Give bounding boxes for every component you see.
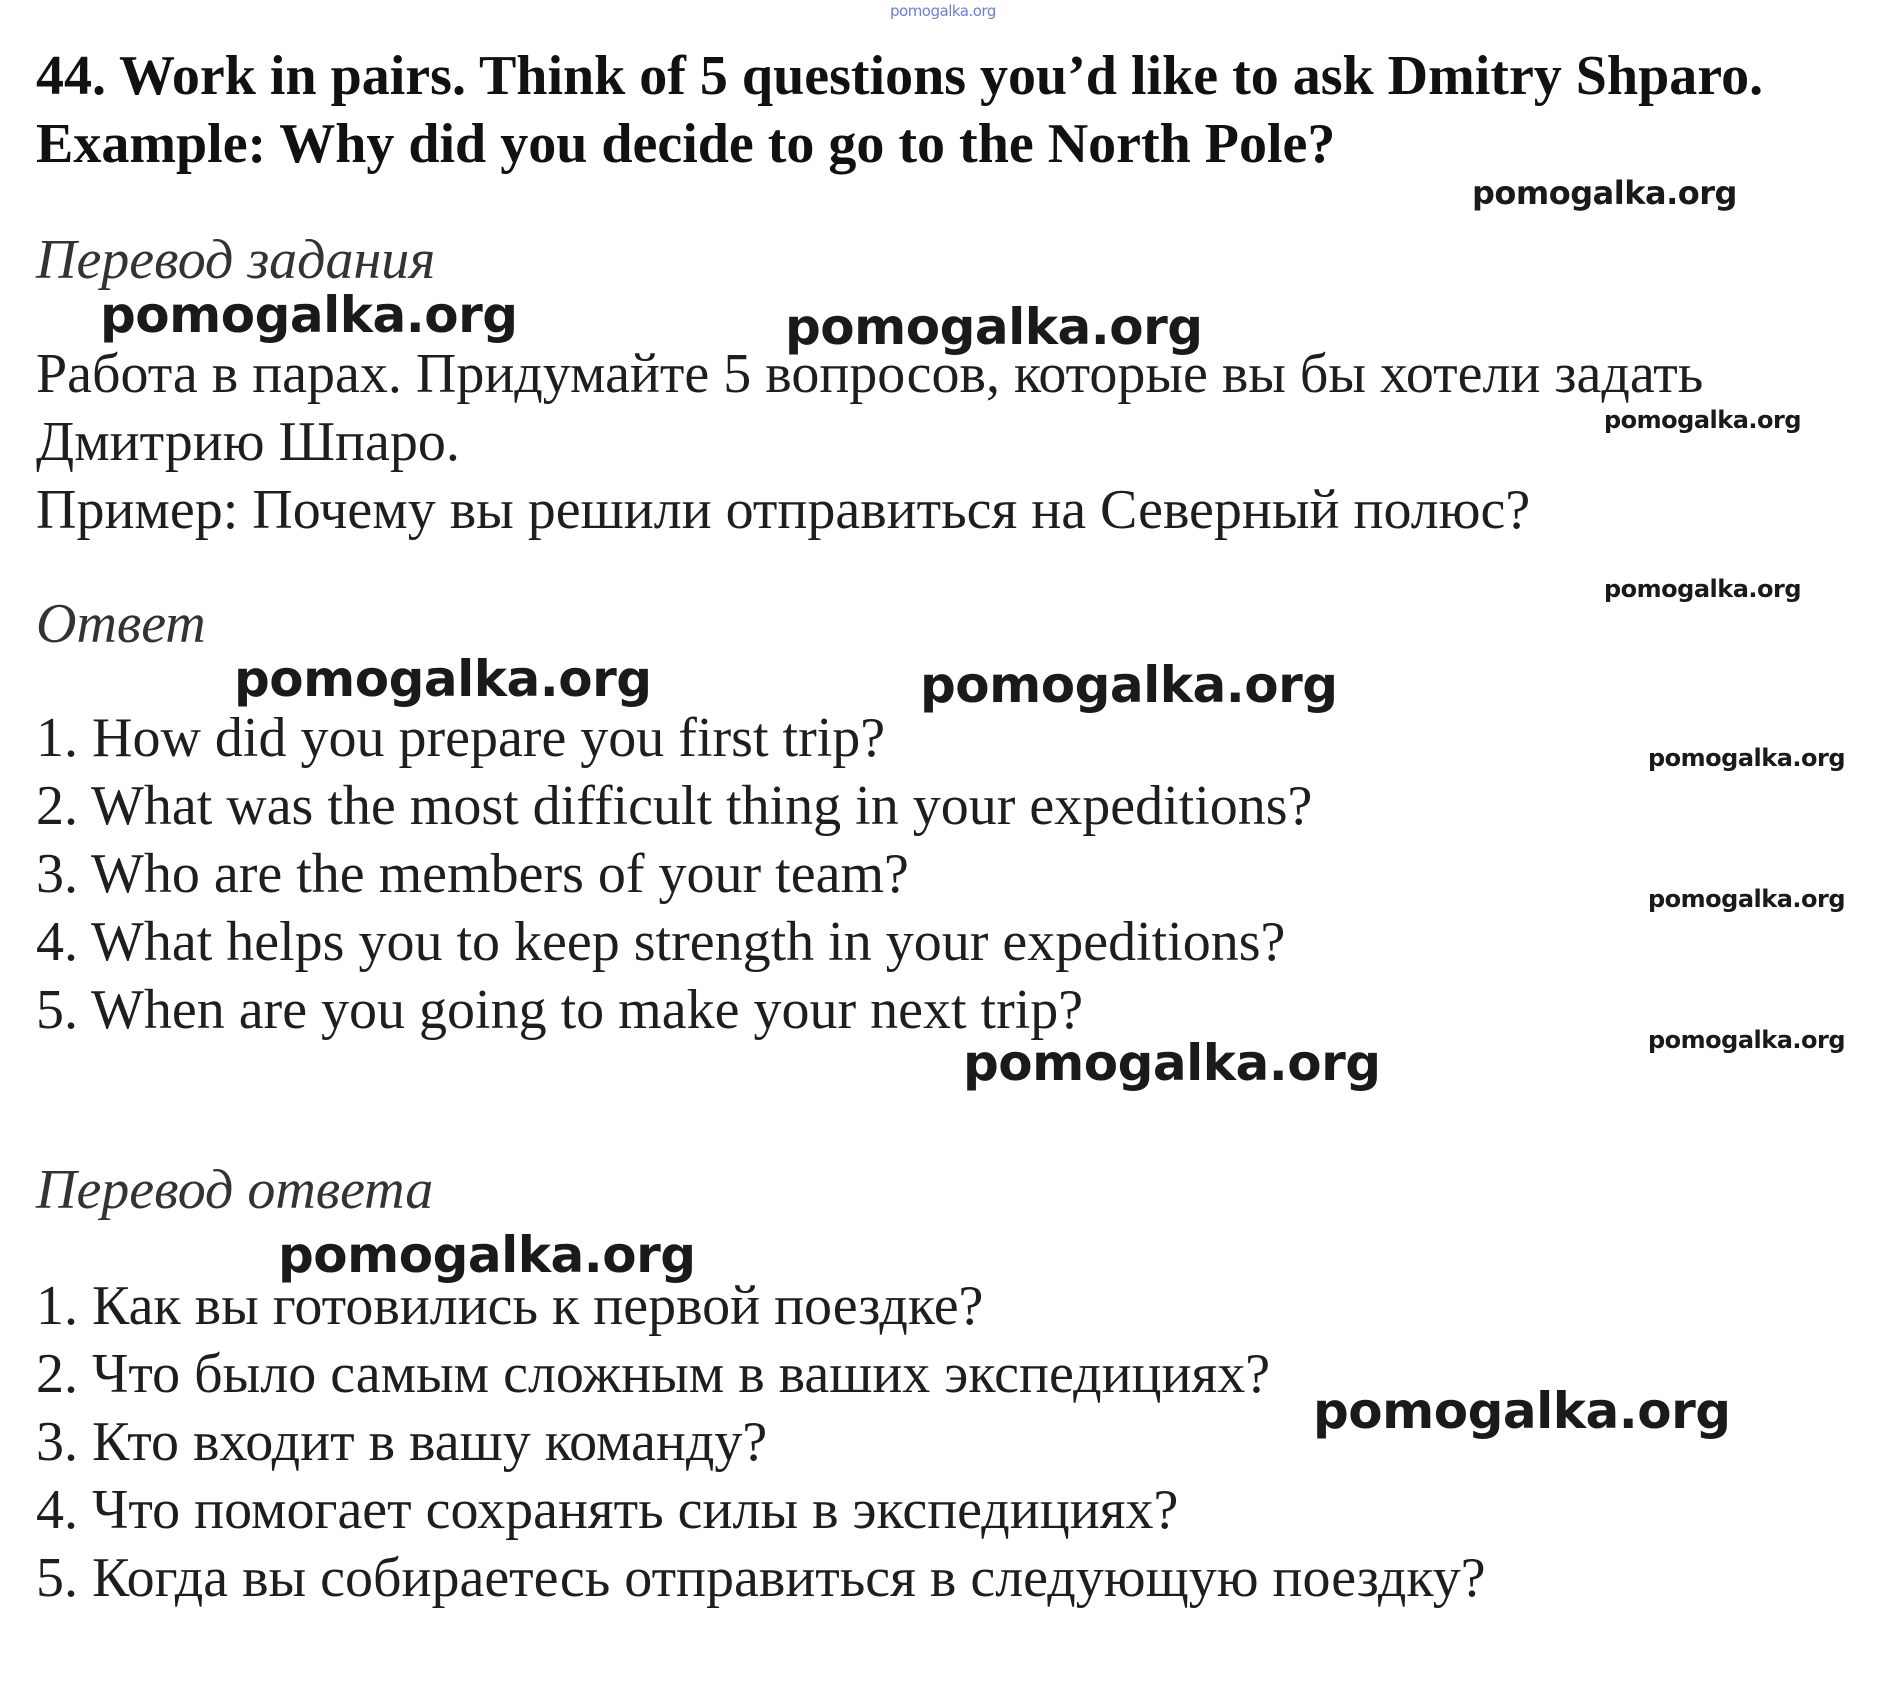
- answer-translation-item-3: 3. Кто входит в вашу команду?: [36, 1411, 768, 1473]
- answer-item-4: 4. What helps you to keep strength in your expeditions?: [36, 911, 1286, 973]
- watermark-top: pomogalka.org: [890, 2, 996, 20]
- watermark: pomogalka.org: [100, 286, 518, 344]
- watermark: pomogalka.org: [1648, 744, 1846, 772]
- watermark: pomogalka.org: [1604, 406, 1802, 434]
- watermark: pomogalka.org: [785, 298, 1203, 356]
- watermark: pomogalka.org: [278, 1226, 696, 1284]
- watermark: pomogalka.org: [1604, 575, 1802, 603]
- task-line-1: 44. Work in pairs. Think of 5 questions you’d like to ask Dmitry Shparo.: [36, 45, 1764, 107]
- answer-item-5: 5. When are you going to make your next trip?: [36, 979, 1084, 1041]
- watermark: pomogalka.org: [1648, 885, 1846, 913]
- task-translation-line-2: Дмитрию Шпаро.: [36, 411, 460, 473]
- answer-translation-list: [36, 1272, 1486, 1612]
- watermark: pomogalka.org: [963, 1034, 1381, 1092]
- answer-translation-item-1: 1. Как вы готовились к первой поездке?: [36, 1275, 984, 1337]
- watermark: pomogalka.org: [920, 656, 1338, 714]
- answer-item-1: 1. How did you prepare you first trip?: [36, 707, 886, 769]
- answer-list: [36, 704, 1312, 1044]
- task-title: [36, 42, 1763, 178]
- watermark: pomogalka.org: [1648, 1026, 1846, 1054]
- watermark: pomogalka.org: [1313, 1382, 1731, 1440]
- answer-heading: Ответ: [36, 593, 206, 655]
- watermark: pomogalka.org: [1472, 174, 1737, 212]
- answer-item-2: 2. What was the most difficult thing in your expeditions?: [36, 775, 1313, 837]
- task-translation-line-3: Пример: Почему вы решили отправиться на Северный полюс?: [36, 479, 1531, 541]
- answer-translation-item-2: 2. Что было самым сложным в ваших экспедициях?: [36, 1343, 1271, 1405]
- task-line-2: Example: Why did you decide to go to the North Pole?: [36, 113, 1336, 175]
- task-translation-line-1: Работа в парах. Придумайте 5 вопросов, которые вы бы хотели задать: [36, 343, 1704, 405]
- task-translation-heading: Перевод задания: [36, 229, 436, 291]
- answer-translation-item-4: 4. Что помогает сохранять силы в экспедициях?: [36, 1479, 1179, 1541]
- watermark: pomogalka.org: [234, 650, 652, 708]
- answer-translation-heading: Перевод ответа: [36, 1159, 434, 1221]
- answer-item-3: 3. Who are the members of your team?: [36, 843, 909, 905]
- answer-translation-item-5: 5. Когда вы собираетесь отправиться в следующую поездку?: [36, 1547, 1486, 1609]
- task-translation-body: [36, 340, 1703, 544]
